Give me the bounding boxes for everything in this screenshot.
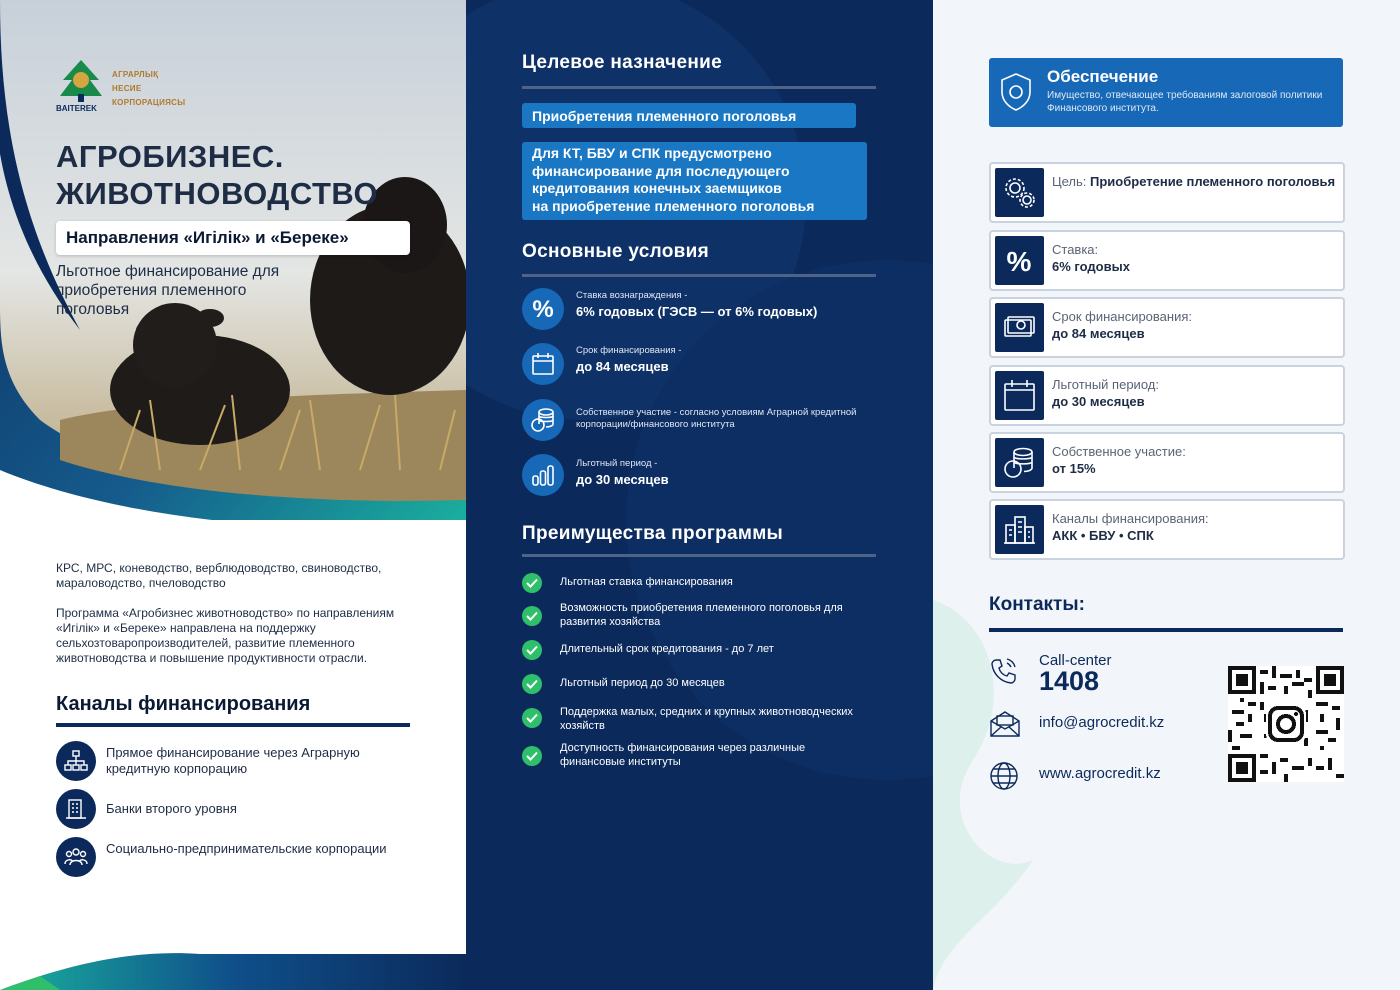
- summary-card-term: [989, 297, 1345, 358]
- globe-icon: [989, 761, 1019, 791]
- advantage-text: Льготная ставка финансирования: [560, 576, 733, 588]
- gears-icon: [995, 168, 1044, 217]
- calendar-icon: [522, 343, 564, 385]
- condition-caption: Ставка вознаграждения -: [576, 290, 688, 301]
- buildings-icon: [995, 505, 1044, 554]
- condition-value: до 30 месяцев: [576, 472, 669, 487]
- channel-label: Банки второго уровня: [106, 801, 237, 816]
- logo-line-3: КОРПОРАЦИЯСЫ: [112, 98, 186, 107]
- card-value: до 84 месяцев: [1052, 326, 1145, 341]
- summary-card-own-share: [989, 432, 1345, 493]
- purpose-divider: [522, 86, 876, 89]
- logo-line-1: АГРАРЛЫҚ: [112, 70, 159, 79]
- security-box: [989, 58, 1343, 127]
- channels-divider: [56, 723, 410, 727]
- card-label: Срок финансирования:: [1052, 309, 1192, 324]
- purpose-heading: Целевое назначение: [522, 52, 722, 73]
- summary-card-rate: [989, 230, 1345, 291]
- qr-code[interactable]: [1228, 666, 1344, 782]
- conditions-divider: [522, 274, 876, 277]
- purpose-box: [522, 142, 867, 220]
- condition-own-share: [522, 399, 902, 443]
- channels-heading: Каналы финансирования: [56, 693, 311, 715]
- card-label: Льготный период:: [1052, 377, 1159, 392]
- percent-icon: [995, 236, 1044, 285]
- subtitle: Льготное финансирование для приобретения племенного поголовья: [56, 263, 280, 318]
- security-title: Обеспечение: [1047, 67, 1159, 86]
- percent-icon: [522, 288, 564, 330]
- advantages-heading: Преимущества программы: [522, 523, 784, 544]
- advantage-text: Возможность приобретения племенного поголовья для развития хозяйства: [560, 602, 843, 628]
- card-value: Приобретение племенного поголовья: [1090, 174, 1336, 189]
- conditions-heading: Основные условия: [522, 241, 709, 262]
- condition-term: [522, 343, 902, 387]
- website-link[interactable]: www.agrocredit.kz: [1039, 765, 1161, 782]
- advantage-text: Длительный срок кредитования - до 7 лет: [560, 643, 774, 655]
- left-panel: [0, 0, 466, 990]
- right-panel: [933, 0, 1400, 990]
- bottom-gradient-band: [0, 940, 466, 990]
- security-text: Имущество, отвечающее требованиям залоговой политики Финансового института.: [1047, 90, 1323, 114]
- purpose-box-line: финансирование для последующего: [532, 162, 790, 179]
- card-label: Каналы финансирования:: [1052, 511, 1209, 526]
- email-link[interactable]: info@agrocredit.kz: [1039, 714, 1165, 731]
- callcenter-number[interactable]: 1408: [1039, 666, 1100, 696]
- channel-item-spk: [56, 837, 416, 879]
- purpose-pill: [522, 103, 856, 128]
- page-title: [56, 138, 378, 212]
- summary-card-grace: [989, 365, 1345, 426]
- directions-label: Направления «Игілік» и «Береке»: [66, 228, 349, 247]
- contacts-divider: [989, 628, 1343, 632]
- check-icon: [522, 606, 542, 626]
- title-line-1: АГРОБИЗНЕС.: [56, 139, 284, 174]
- livestock-types: КРС, МРС, коневодство, верблюдоводство, свиноводство, мараловодство, пчеловодство: [56, 561, 382, 590]
- purpose-box-line: кредитования конечных заемщиков: [532, 180, 782, 196]
- channel-item-banks: [56, 789, 416, 831]
- bank-building-icon: [56, 789, 96, 829]
- tree-logo-icon: [54, 58, 108, 104]
- coins-icon: [522, 399, 564, 441]
- check-icon: [522, 708, 542, 728]
- middle-panel: [466, 0, 933, 990]
- condition-value: до 84 месяцев: [576, 359, 669, 374]
- condition-rate: [522, 288, 902, 332]
- card-value: от 15%: [1052, 461, 1096, 476]
- advantage-text: Льготный период до 30 месяцев: [560, 677, 725, 689]
- program-description: Программа «Агробизнес животноводство» по направлениям «Игілік» и «Береке» направлена на поддержку сельхозтоваропроизводителей, развитие племенного животноводства и повышение продуктивности отрасли.: [56, 606, 395, 665]
- purpose-box-line: Для КТ, БВУ и СПК предусмотрено: [532, 145, 772, 161]
- calendar-icon: [995, 371, 1044, 420]
- channel-label: Прямое финансирование через Аграрную кредитную корпорацию: [106, 745, 360, 776]
- title-line-2: ЖИВОТНОВОДСТВО: [56, 176, 379, 211]
- condition-grace: [522, 454, 902, 498]
- baiterek-logo: [54, 58, 214, 118]
- directions-badge: [56, 221, 410, 255]
- logo-line-2: НЕСИЕ: [112, 84, 142, 93]
- card-label: Цель:: [1052, 174, 1090, 189]
- card-label: Ставка:: [1052, 242, 1099, 257]
- contacts-heading: Контакты:: [989, 594, 1085, 615]
- card-value: до 30 месяцев: [1052, 394, 1145, 409]
- org-chart-icon: [56, 741, 96, 781]
- card-text: [1052, 174, 1337, 190]
- advantage-text: Доступность финансирования через различные финансовые институты: [560, 742, 806, 768]
- bar-chart-icon: [522, 454, 564, 496]
- logo-wordmark: BAITEREK: [56, 104, 97, 113]
- condition-caption: Собственное участие - согласно условиям Аграрной кредитной корпорации/финансового института: [576, 407, 857, 430]
- summary-card-channels: [989, 499, 1345, 560]
- card-label: Собственное участие:: [1052, 444, 1186, 459]
- check-icon: [522, 573, 542, 593]
- check-icon: [522, 640, 542, 660]
- check-icon: [522, 746, 542, 766]
- svg-text:%: %: [532, 296, 554, 322]
- condition-value: 6% годовых (ГЭСВ — от 6% годовых): [576, 304, 818, 319]
- purpose-box-line: на приобретение племенного поголовья: [532, 197, 815, 214]
- check-icon: [522, 674, 542, 694]
- logo-caption: [112, 68, 185, 110]
- callcenter-label: Call-center: [1039, 652, 1112, 669]
- advantages-divider: [522, 554, 876, 557]
- card-value: АКК • БВУ • СПК: [1052, 528, 1154, 543]
- envelope-icon: [989, 710, 1021, 738]
- coins-icon: [995, 438, 1044, 487]
- advantage-text: Поддержка малых, средних и крупных животноводческих хозяйств: [560, 706, 853, 732]
- card-value: 6% годовых: [1052, 259, 1130, 274]
- phone-icon: [989, 656, 1019, 686]
- channel-label: Социально-предпринимательские корпорации: [106, 841, 387, 856]
- money-icon: [995, 303, 1044, 352]
- svg-text:%: %: [1006, 246, 1032, 277]
- purpose-pill-label: Приобретения племенного поголовья: [532, 108, 797, 124]
- condition-caption: Срок финансирования -: [576, 345, 682, 356]
- people-group-icon: [56, 837, 96, 877]
- shield-icon: [999, 72, 1033, 112]
- channel-item-direct: [56, 741, 416, 783]
- summary-card-purpose: [989, 162, 1345, 223]
- condition-caption: Льготный период -: [576, 458, 658, 469]
